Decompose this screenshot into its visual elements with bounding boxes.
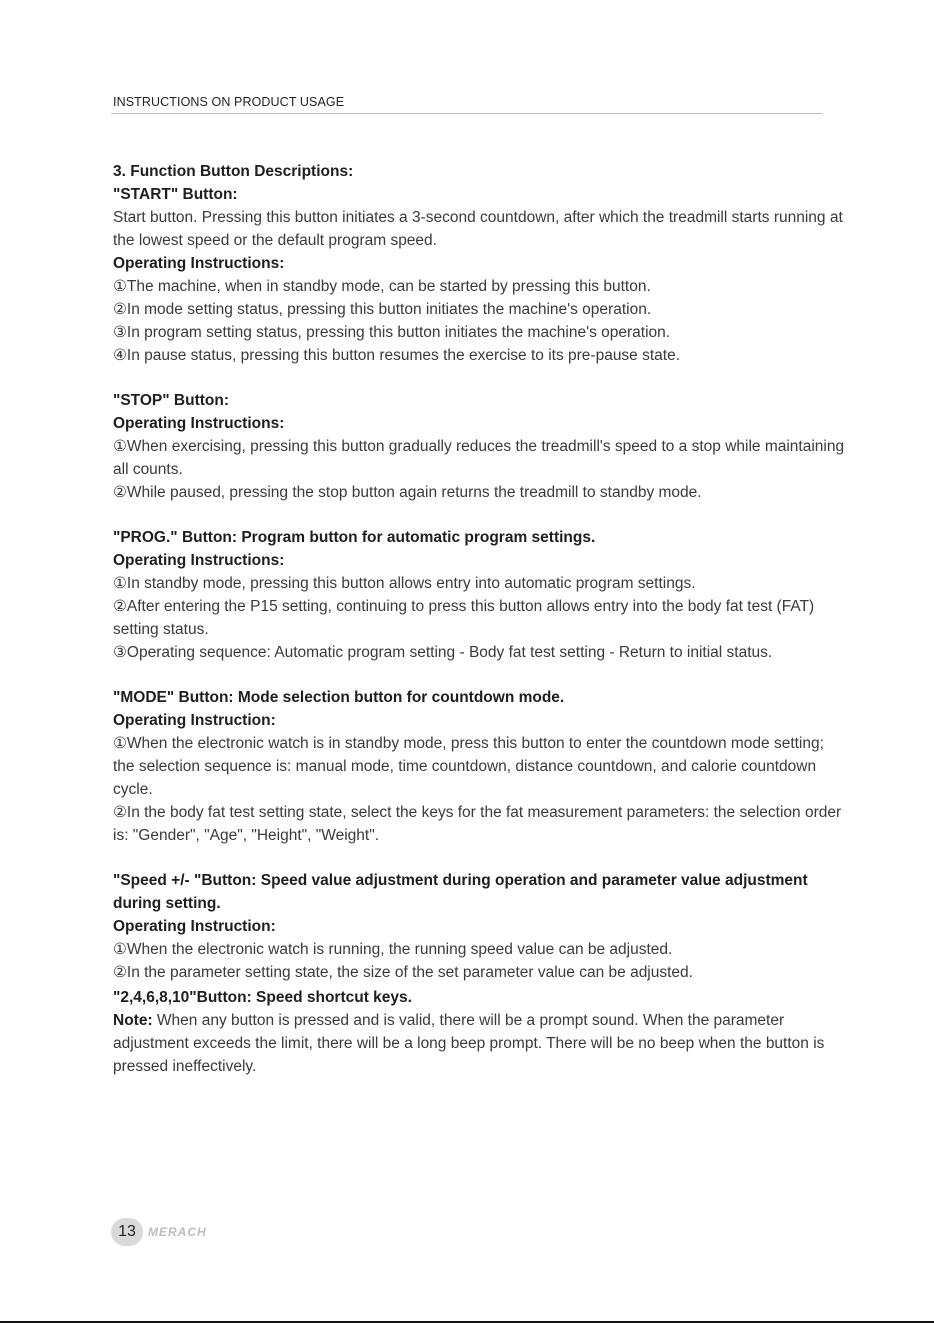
stop-instruction-2: ②While paused, pressing the stop button again returns the treadmill to standby mode. xyxy=(113,484,702,501)
mode-instruction-1: ①When the electronic watch is in standby mode, press this button to enter the countdown mode setting; the selection sequence is: manual mode, time countdown, distance countdown, and calorie countdown cycle. xyxy=(113,735,824,798)
speed-button-heading: "Speed +/- "Button: Speed value adjustment during operation and parameter value adjustment during setting. xyxy=(113,872,808,912)
note-label: Note: xyxy=(113,1012,153,1029)
start-instruction-3: ③In program setting status, pressing this button initiates the machine's operation. xyxy=(113,324,671,341)
speed-operating-label: Operating Instruction: xyxy=(113,918,276,935)
start-button-heading: "START" Button: xyxy=(113,186,238,203)
prog-instruction-2: ②After entering the P15 setting, continuing to press this button allows entry into the body fat test (FAT) setting status. xyxy=(113,598,815,638)
speed-instruction-2: ②In the parameter setting state, the size of the set parameter value can be adjusted. xyxy=(113,964,693,981)
mode-operating-label: Operating Instruction: xyxy=(113,712,276,729)
prog-instruction-1: ①In standby mode, pressing this button allows entry into automatic program settings. xyxy=(113,575,696,592)
note-text: When any button is pressed and is valid, there will be a prompt sound. When the parameter adjustment exceeds the limit, there will be a long beep prompt. There will be no beep when the button is pressed ineffectively. xyxy=(113,1012,825,1075)
prog-instruction-3: ③Operating sequence: Automatic program setting - Body fat test setting - Return to initial status. xyxy=(113,644,773,661)
spacer xyxy=(113,504,848,526)
start-operating-label: Operating Instructions: xyxy=(113,255,285,272)
shortcut-keys-heading: "2,4,6,8,10"Button: Speed shortcut keys. xyxy=(113,989,412,1006)
start-instruction-1: ①The machine, when in standby mode, can be started by pressing this button. xyxy=(113,278,651,295)
prog-button-heading: "PROG." Button: Program button for automatic program settings. xyxy=(113,529,596,546)
note-paragraph xyxy=(113,1009,848,1078)
spacer xyxy=(113,664,848,686)
start-button-description: Start button. Pressing this button initiates a 3-second countdown, after which the treadmill starts running at the lowest speed or the default program speed. xyxy=(113,209,843,249)
prog-operating-label: Operating Instructions: xyxy=(113,552,285,569)
speed-instruction-1: ①When the electronic watch is running, the running speed value can be adjusted. xyxy=(113,941,673,958)
page-number-badge: 13 xyxy=(111,1218,143,1246)
page-header-title: INSTRUCTIONS ON PRODUCT USAGE xyxy=(113,95,345,109)
page-footer xyxy=(111,1218,207,1246)
spacer xyxy=(113,847,848,869)
mode-instruction-2: ②In the body fat test setting state, select the keys for the fat measurement parameters: the selection order is: "Gender", "Age", "Height", "Weight". xyxy=(113,804,842,844)
stop-instruction-1: ①When exercising, pressing this button gradually reduces the treadmill's speed to a stop while maintaining all counts. xyxy=(113,438,845,478)
start-instruction-2: ②In mode setting status, pressing this button initiates the machine's operation. xyxy=(113,301,652,318)
stop-operating-label: Operating Instructions: xyxy=(113,415,285,432)
brand-logo: MERACH xyxy=(148,1225,207,1239)
mode-button-heading: "MODE" Button: Mode selection button for countdown mode. xyxy=(113,689,565,706)
start-instruction-4: ④In pause status, pressing this button resumes the exercise to its pre-pause state. xyxy=(113,347,681,364)
stop-button-heading: "STOP" Button: xyxy=(113,392,230,409)
section-title: 3. Function Button Descriptions: xyxy=(113,163,354,180)
spacer xyxy=(113,367,848,389)
header-divider xyxy=(111,113,822,114)
page-content xyxy=(113,160,848,1078)
